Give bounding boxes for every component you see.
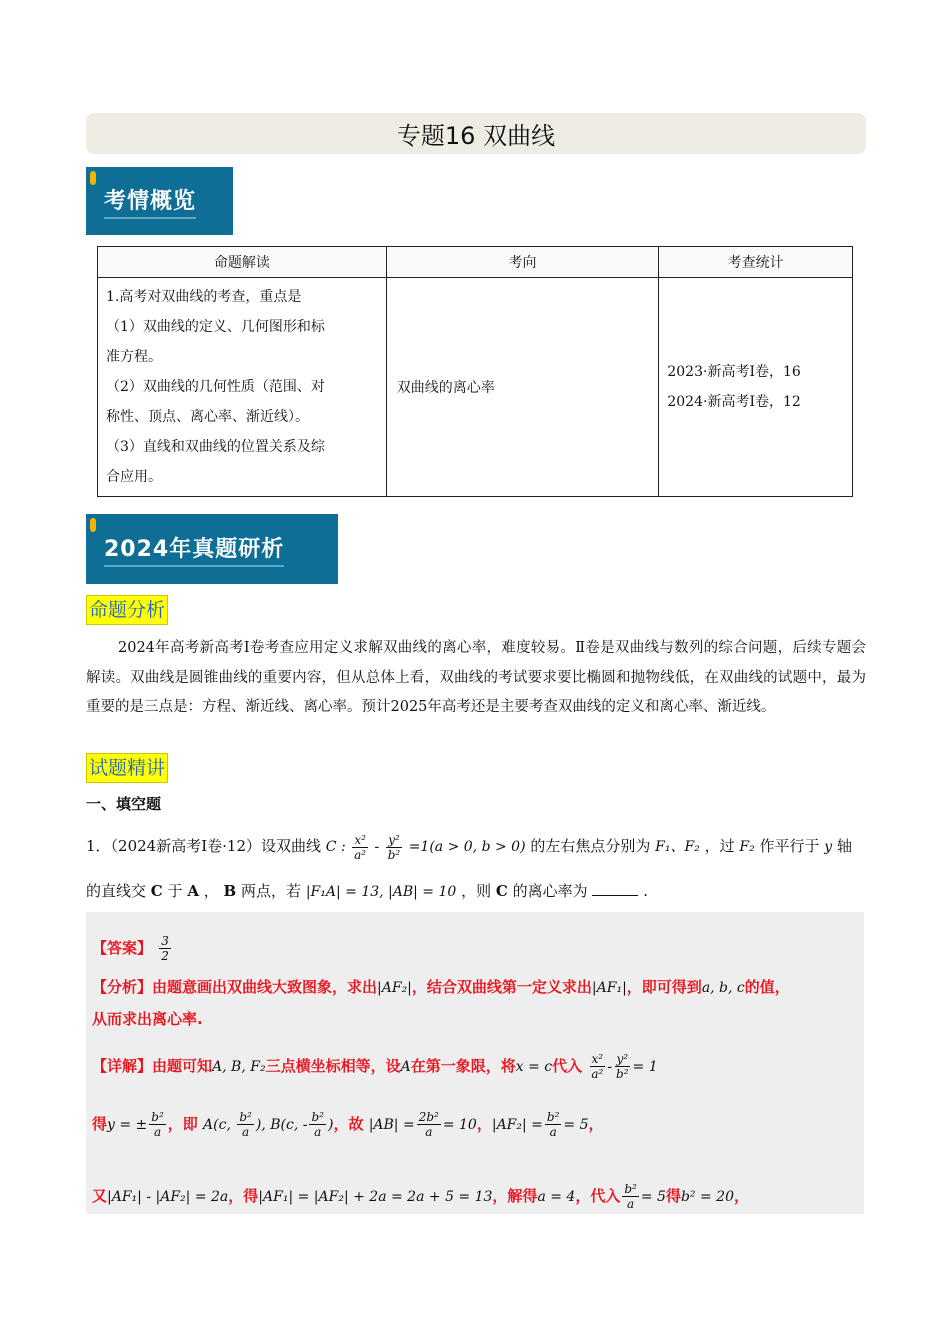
focus-f2: F₂	[739, 839, 755, 855]
math: |AF₂|	[377, 980, 412, 996]
answer-text: 又	[92, 1187, 108, 1205]
answer-text: ，结合双曲线第一定义求出	[411, 978, 592, 996]
question-text: ，	[203, 882, 219, 900]
interpretation-line: 称性、顶点、离心率、渐近线）。	[106, 409, 309, 425]
direction-cell: 双曲线的离心率	[386, 278, 659, 497]
interpretation-line: 1.高考对双曲线的考查，重点是	[106, 289, 302, 305]
math: = 5	[640, 1189, 666, 1205]
interpretation-line: 合应用。	[106, 469, 162, 485]
question-prefix: 1．（2024新高考Ⅰ卷·12）设双曲线	[86, 837, 321, 855]
stats-line: 2024·新高考Ⅰ卷，12	[667, 394, 801, 410]
lecture-label: 试题精讲	[86, 753, 168, 783]
y-axis: y	[824, 839, 833, 855]
question-text: 轴	[836, 837, 852, 855]
math: y = ±	[107, 1117, 148, 1133]
overview-banner-label: 考情概览	[104, 184, 196, 219]
question-line-1	[86, 828, 866, 865]
math: = 5	[563, 1117, 589, 1133]
math: ), B(c, -	[255, 1117, 308, 1133]
answer-label: 【答案】	[92, 939, 153, 957]
interpretation-line: 准方程。	[106, 349, 162, 365]
question-text: ，则	[461, 882, 492, 900]
fraction: $\frac{\text{y²}}{\text{b²}}$	[616, 1052, 629, 1081]
question-text: 于	[167, 882, 183, 900]
analysis-paragraph: 2024年高考新高考Ⅰ卷考查应用定义求解双曲线的离心率，难度较易。Ⅱ卷是双曲线与数列的综合问题，后续专题会解读。双曲线是圆锥曲线的重要内容，但从总体上看，双曲线的考试要求要比椭圆和抛物线低，在双曲线的试题中，最为重要的是三点是：方程、渐近线、离心率。预计2025年高考还是主要考查双曲线的定义和离心率、渐近线。	[86, 640, 866, 715]
analysis-banner	[86, 514, 338, 584]
question-mid: 的左右焦点分别为	[530, 837, 651, 855]
math: = 1	[632, 1059, 658, 1075]
overview-table	[97, 246, 853, 497]
banner-accent	[90, 171, 96, 185]
fraction: $\frac{\text{b²}}{a}$	[151, 1110, 164, 1139]
banner-accent	[90, 518, 96, 532]
math: A	[400, 1059, 411, 1075]
question-text: ，过	[704, 837, 735, 855]
interpretation-line: （1）双曲线的定义、几何图形和标	[106, 319, 325, 335]
interpretation-line: （3）直线和双曲线的位置关系及综	[106, 439, 325, 455]
answer-value: $\frac{3}{2}$	[161, 934, 169, 963]
interpretation-cell	[98, 278, 387, 497]
analysis-label: 【分析】	[92, 978, 153, 996]
fraction: $\frac{\text{2b²}}{a}$	[418, 1110, 439, 1139]
question-text: 的直线交	[86, 882, 147, 900]
answer-text: ，解得	[492, 1187, 538, 1205]
interpretation-line: （2）双曲线的几何性质（范围、对	[106, 379, 325, 395]
answer-text: ，即可得到	[626, 978, 702, 996]
fraction: $\frac{\text{b²}}{a}$	[311, 1110, 324, 1139]
table-header: 考查统计	[659, 247, 853, 278]
answer-text: 三点横坐标相等，设	[265, 1057, 401, 1075]
detail-label: 【详解】	[92, 1057, 153, 1075]
analysis-label: 命题分析	[86, 595, 168, 625]
analysis-line	[92, 1004, 858, 1034]
math: )	[327, 1117, 334, 1133]
table-header: 命题解读	[98, 247, 387, 278]
answer-text: ，	[588, 1115, 604, 1133]
answer-text: ，	[733, 1187, 749, 1205]
answer-text: ，即	[167, 1115, 198, 1133]
table-row	[98, 278, 853, 497]
stats-line: 2023·新高考Ⅰ卷，16	[667, 364, 801, 380]
fraction: $\frac{\text{b²}}{a}$	[624, 1182, 637, 1211]
math: |AF₁|	[591, 980, 627, 996]
answer-text: ，得	[228, 1187, 259, 1205]
answer-text: 得	[665, 1187, 681, 1205]
table-header-row	[98, 247, 853, 278]
detail-line	[92, 1102, 858, 1147]
foci: F₁、F₂	[655, 839, 700, 855]
analysis-line	[92, 972, 858, 1003]
math: a, b, c	[701, 980, 745, 996]
math: A, B, F₂	[212, 1059, 266, 1075]
answer-text: 由题意画出双曲线大致图象，求出	[152, 978, 378, 996]
question-text: .	[643, 882, 648, 900]
curve-c: C	[495, 882, 508, 900]
point-b: B	[223, 882, 237, 900]
answer-text: 得	[92, 1115, 108, 1133]
fraction: $\frac{\text{b²}}{a}$	[546, 1110, 560, 1139]
page-title: 专题16 双曲线	[86, 113, 866, 154]
curve-c: C	[150, 882, 163, 900]
answer-text: 代入	[552, 1057, 583, 1075]
answer-text: 在第一象限，将	[410, 1057, 516, 1075]
question-text: 作平行于	[759, 837, 820, 855]
answer-text: ，代入	[575, 1187, 621, 1205]
answer-blank	[592, 881, 638, 896]
math: -	[607, 1059, 613, 1075]
point-a: A	[187, 882, 199, 900]
math: x = c	[515, 1059, 553, 1075]
table-header: 考向	[386, 247, 659, 278]
math: |AF₁| - |AF₂| = 2a	[107, 1189, 229, 1205]
question-line-2	[86, 876, 866, 907]
detail-line	[92, 1174, 858, 1219]
analysis-banner-label: 2024年真题研析	[104, 532, 284, 567]
answer-text: ，	[476, 1115, 492, 1133]
math: |AB| =	[368, 1117, 415, 1133]
question-type-heading: 一、填空题	[86, 795, 162, 813]
fraction: $\frac{\text{b²}}{a}$	[239, 1110, 252, 1139]
math: |AF₂| =	[491, 1117, 543, 1133]
math: a = 4	[537, 1189, 576, 1205]
answer-text: 由题可知	[152, 1057, 213, 1075]
answer-text: ，故	[333, 1115, 364, 1133]
math: A(c,	[203, 1117, 236, 1133]
math: b² = 20	[680, 1189, 734, 1205]
overview-banner	[86, 167, 233, 235]
answer-text: 的值，	[744, 978, 790, 996]
stats-cell	[659, 278, 853, 497]
answer-box	[86, 912, 864, 1214]
math: = 10	[442, 1117, 477, 1133]
curve-equation: C : $\frac{\text{x²}}{\text{a²}}$ - $\frac{\text{y²}}{\text{b²}}$ =1(a > 0, b > 0)	[325, 832, 526, 862]
detail-line	[92, 1044, 858, 1089]
question-text: 两点，若	[241, 882, 302, 900]
math: |AF₁| = |AF₂| + 2a = 2a + 5 = 13	[258, 1189, 493, 1205]
condition: |F₁A| = 13, |AB| = 10	[305, 884, 457, 900]
answer-text: 从而求出离心率.	[92, 1010, 203, 1028]
question-text: 的离心率为	[512, 882, 588, 900]
answer-line	[92, 926, 858, 970]
fraction: $\frac{\text{x²}}{\text{a²}}$	[591, 1052, 604, 1081]
